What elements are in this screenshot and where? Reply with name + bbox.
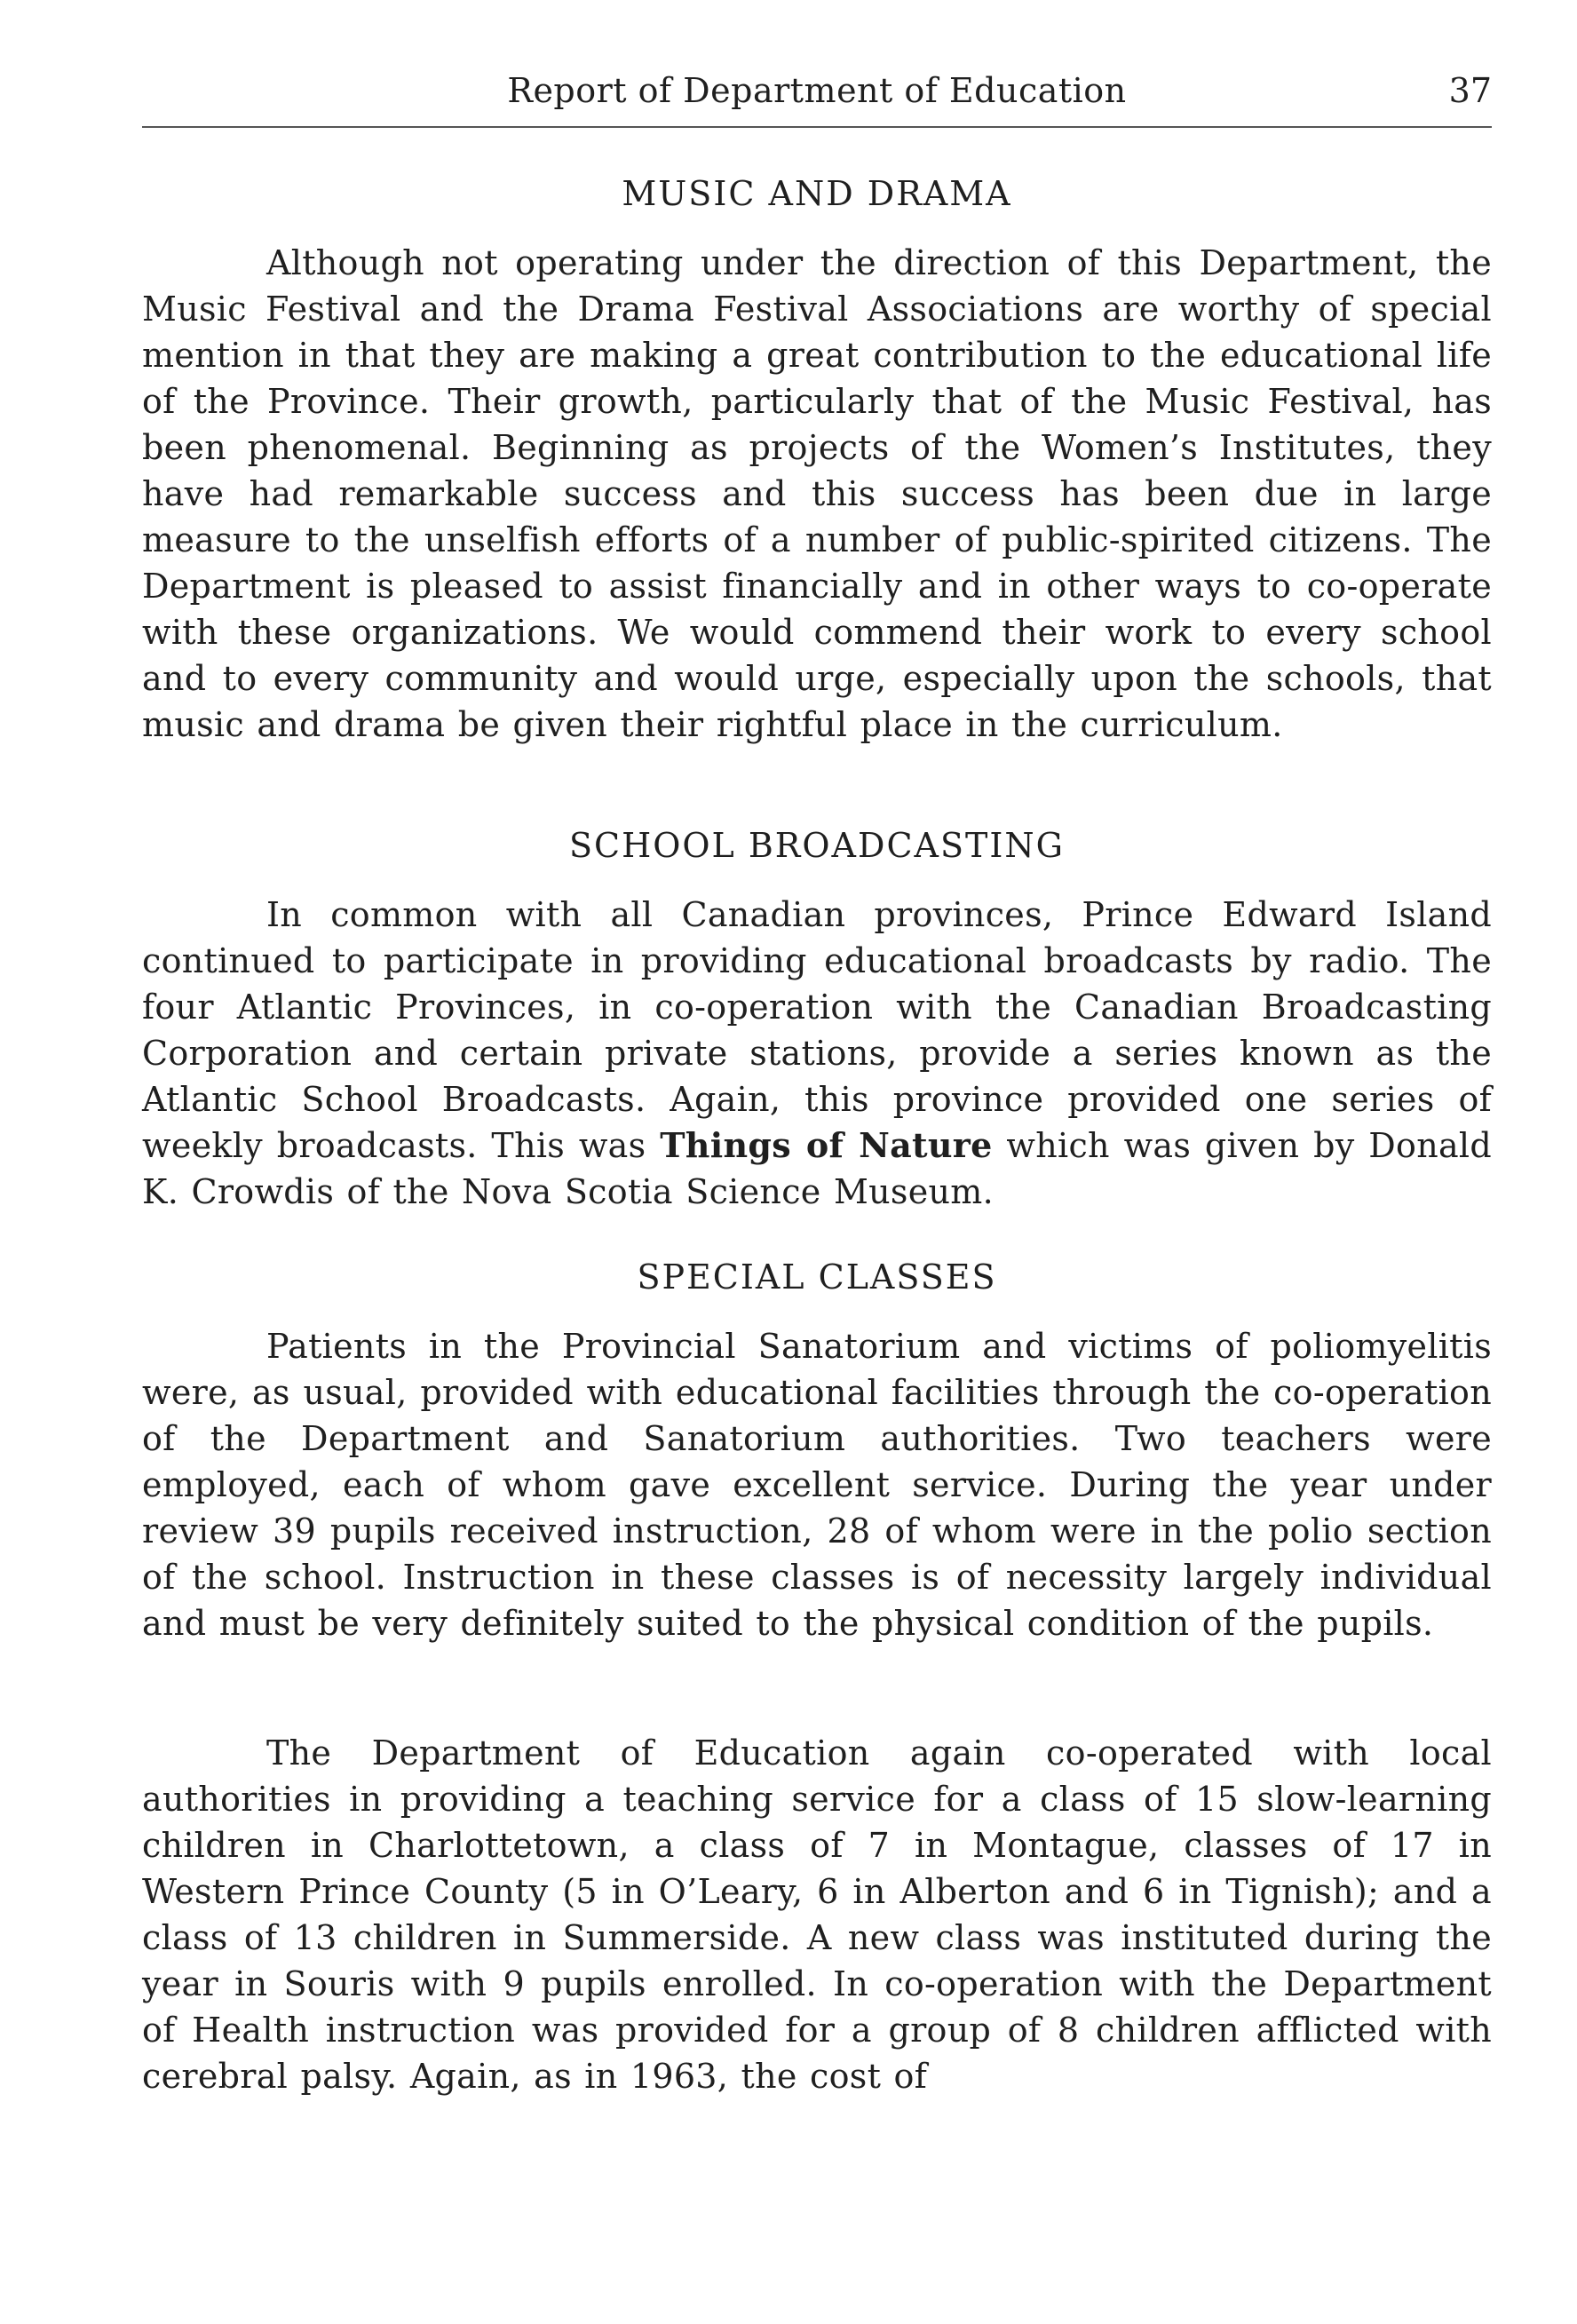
section-heading: MUSIC AND DRAMA bbox=[622, 174, 1012, 213]
running-header bbox=[142, 64, 1492, 117]
paragraph: Patients in the Provincial Sanatorium and victims of poliomyelitis were, as usual, provided with educational facilities through the co-operation of the Department and Sanatorium authorities. Two teachers were employed, each of whom gave excellent service. During the year under review 39 pupils received instruction, 28 of whom were in the polio section of the school. Instruction in these classes is of necessity largely individual and must be very definitely suited to the physical condition of the pupils. bbox=[142, 1327, 1492, 1643]
section-school-broadcasting bbox=[142, 822, 1492, 869]
section-special-classes bbox=[142, 1254, 1492, 1300]
paragraph-text: which was given by Donald K. Crowdis of the Nova Scotia Science Museum. bbox=[142, 1126, 1492, 1211]
program-title: Things of Nature bbox=[660, 1125, 993, 1165]
running-title: Report of Department of Education bbox=[507, 71, 1127, 110]
section-special-classes-body-2 bbox=[142, 1730, 1492, 2099]
paragraph: The Department of Education again co-operated with local authorities in providing a teaching service for a class of 15 slow-learning children in Charlottetown, a class of 7 in Montague, classes of 17 in Western Prince County (5 in O’Leary, 6 in Alberton and 6 in Tignish); and a class of 13 children in Summerside. A new class was instituted during the year in Souris with 9 pupils enrolled. In co-operation with the Department of Health instruction was provided for a group of 8 children afflicted with cerebral palsy. Again, as in 1963, the cost of bbox=[142, 1733, 1492, 2096]
page-number: 37 bbox=[1448, 71, 1492, 110]
section-music-and-drama bbox=[142, 171, 1492, 217]
section-school-broadcasting-body bbox=[142, 892, 1492, 1215]
header-rule bbox=[142, 126, 1492, 128]
paragraph: Although not operating under the direction of this Department, the Music Festival and the Drama Festival Associations are worthy of special mention in that they are making a great contribution to the educational life of the Province. Their growth, particularly that of the Music Festival, has been phenomenal. Beginning as projects of the Women’s Institutes, they have had remarkable success and this success has been due in large measure to the unselfish efforts of a number of public-spirited citizens. The Department is pleased to assist financially and in other ways to co-operate with these organizations. We would commend their work to every school and to every community and would urge, especially upon the schools, that music and drama be given their rightful place in the curriculum. bbox=[142, 243, 1492, 744]
section-heading: SPECIAL CLASSES bbox=[637, 1257, 997, 1297]
paragraph bbox=[142, 892, 1492, 1215]
section-music-and-drama-body bbox=[142, 240, 1492, 748]
paragraph-text: In common with all Canadian provinces, Prince Edward Island continued to participate in providing educational broadcasts by radio. The four Atlantic Provinces, in co-operation with the Canadian Broadcasting Corporation and certain private stations, provide a series known as the Atlantic School Broadcasts. Again, this province provided one series of weekly broadcasts. This was bbox=[142, 895, 1492, 1165]
section-heading: SCHOOL BROADCASTING bbox=[569, 826, 1065, 865]
section-special-classes-body-1 bbox=[142, 1323, 1492, 1646]
